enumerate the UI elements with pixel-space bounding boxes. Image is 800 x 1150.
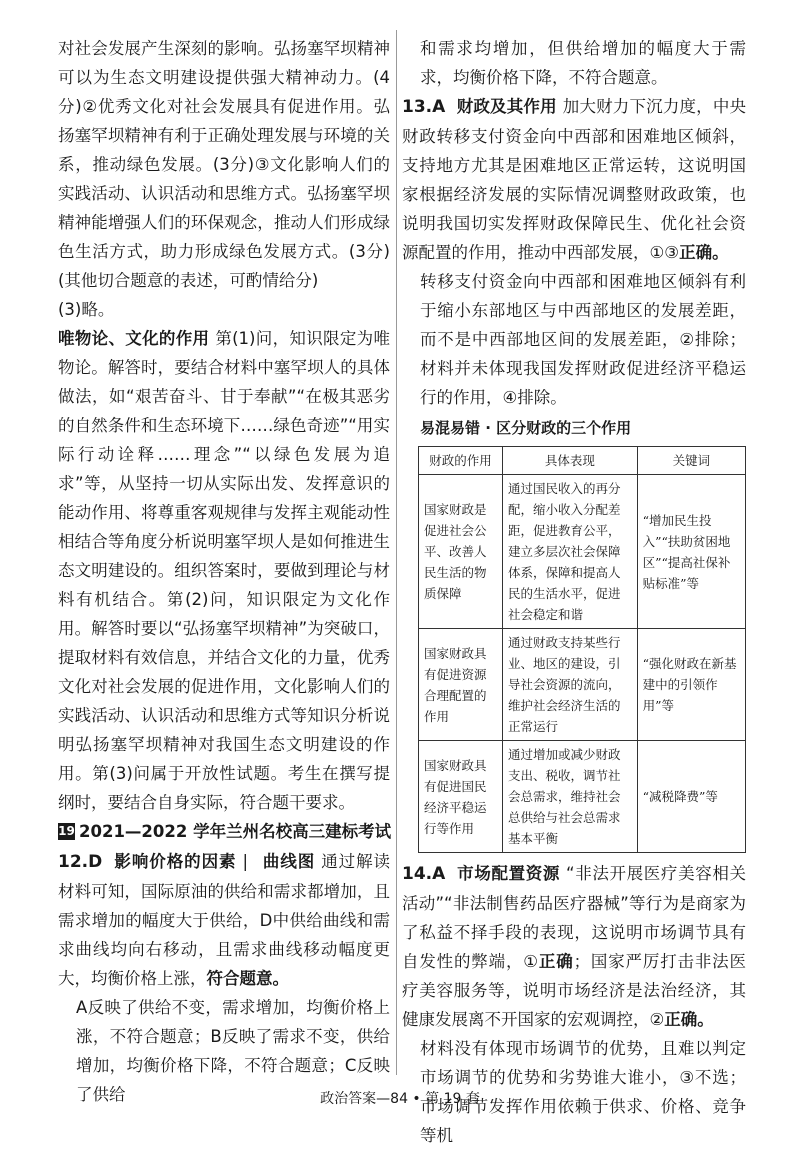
question-tag: 曲线图 <box>262 852 316 871</box>
question-tag: 影响价格的因素 <box>114 852 237 871</box>
left-column <box>58 34 390 1109</box>
section-title: 2021—2022 学年兰州名校高三建标考试 <box>79 822 392 841</box>
table-header: 关键词 <box>637 447 745 475</box>
section-heading <box>58 817 390 847</box>
question-tag: 市场配置资源 <box>457 864 561 883</box>
table-cell: 国家财政是促进社会公平、改善人民生活的物质保障 <box>419 475 503 629</box>
question-tag: 财政及其作用 <box>456 97 557 116</box>
table-cell: “增加民生投入”“扶助贫困地区”“提高社保补贴标准”等 <box>637 475 745 629</box>
question-13-exclusions: 转移支付资金向中西部和困难地区倾斜有利于缩小东部地区与中西部地区的发展差距，而不是中西部地区间的发展差距，②排除；材料并未体现我国发挥财政促进经济平稳运行的作用，④排除。 <box>420 272 746 407</box>
table-row <box>419 741 746 853</box>
table-cell: 国家财政具有促进资源合理配置的作用 <box>419 629 503 741</box>
question-conclusion: 正确 <box>538 952 574 971</box>
table-cell: 通过财政支持某些行业、地区的建设，引导社会资源的流向，维护社会经济生活的正常运行 <box>503 629 638 741</box>
question-explanation: 通过解读材料可知，国际原油的供给和需求都增加，且需求增加的幅度大于供给，D中供给曲线和需求曲线均向右移动，且需求曲线移动幅度更大，均衡价格上涨， <box>58 852 391 988</box>
question-14 <box>402 859 746 1034</box>
question-number: 12.D <box>58 852 103 872</box>
question-conclusion: 正确。 <box>679 243 729 262</box>
question-explanation: ；国家严厉打击非法医疗美容服务等，说明市场经济是法治经济，其健康发展离不开国家的宏观调控，② <box>402 952 747 1029</box>
tip-heading: 易混易错 · 区分财政的三个作用 <box>420 419 632 437</box>
table-cell: “强化财政在新基建中的引领作用”等 <box>637 629 745 741</box>
answer-paragraph-short: (3)略。 <box>58 300 115 319</box>
table-cell: “减税降费”等 <box>637 741 745 853</box>
analysis-paragraph <box>58 324 390 817</box>
question-number: 13.A <box>402 97 446 117</box>
question-12-options: A反映了供给不变，需求增加，均衡价格上涨，不符合题意；B反映了需求不变，供给增加，均衡价格下降，不符合题意；C反映了供给 <box>76 998 390 1104</box>
table-cell: 通过国民收入的再分配，缩小收入分配差距，促进教育公平，建立多层次社会保障体系，保障和提高人民的生活水平，促进社会稳定和谐 <box>503 475 638 629</box>
question-conclusion: 符合题意。 <box>206 969 289 988</box>
question-number: 14.A <box>402 864 446 884</box>
analysis-text: 第(1)问，知识限定为唯物论。解答时，要结合材料中塞罕坝人的具体做法，如“艰苦奋斗、甘于奉献”“在极其恶劣的自然条件和生态环境下……绿色奇迹”“用实际行动诠释……理念”“以绿色发展为追求”等，从坚持一切从实际出发、发挥意识的能动作用、将尊重客观规律与发挥主观能动性相结合等角度分析说明塞罕坝人是如何推进生态文明建设的。组织答案时，要做到理论与材料有机结合。第(2)问，知识限定为文化作用。解答时要以“弘扬塞罕坝精神”为突破口，提取材料有效信息，并结合文化的力量，优秀文化对社会发展的促进作用，文化影响人们的实践活动、认识活动和思维方式等知识分析说明弘扬塞罕坝精神对我国生态文明建设的作用。第(3)问属于开放性试题。考生在撰写提纲时，要结合自身实际，符合题干要求。 <box>58 329 390 812</box>
separator: | <box>242 852 248 871</box>
page-footer: 政治答案—84 • 第 19 套 <box>320 1091 480 1107</box>
table-cell: 国家财政具有促进国民经济平稳运行等作用 <box>419 741 503 853</box>
section-number-badge: 19 <box>58 824 75 838</box>
question-12 <box>58 847 390 993</box>
question-explanation: 加大财力下沉力度，中央财政转移支付资金向中西部和困难地区倾斜，支持地方尤其是困难地区正常运转，这说明国家根据经济发展的实际情况调整财政政策，也说明我国切实发挥财政保障民生、优化社会资源配置的作用，推动中西部发展，①③ <box>402 97 747 262</box>
table-header: 财政的作用 <box>419 447 503 475</box>
table-header-row <box>419 447 746 475</box>
table-row <box>419 475 746 629</box>
table-cell: 通过增加或减少财政支出、税收，调节社会总需求，维持社会总供给与社会总需求基本平衡 <box>503 741 638 853</box>
question-conclusion: 正确。 <box>664 1010 714 1029</box>
question-13 <box>402 92 746 267</box>
table-row <box>419 629 746 741</box>
question-14-exclusions: 材料没有体现市场调节的优势，且难以判定市场调节的优势和劣势谁大谁小，③不选；市场调节发挥作用依赖于供求、价格、竞争等机 <box>420 1039 746 1145</box>
finance-roles-table <box>418 446 746 853</box>
column-divider <box>396 30 397 1075</box>
continued-paragraph: 和需求均增加，但供给增加的幅度大于需求，均衡价格下降，不符合题意。 <box>420 39 746 87</box>
table-header: 具体表现 <box>503 447 638 475</box>
question-explanation: “非法开展医疗美容相关活动”“非法制售药品医疗器械”等行为是商家为了私益不择手段的表现，这说明市场调节具有自发性的弊端，① <box>402 864 746 971</box>
answer-paragraph: 对社会发展产生深刻的影响。弘扬塞罕坝精神可以为生态文明建设提供强大精神动力。(4分)②优秀文化对社会发展具有促进作用。弘扬塞罕坝精神有利于正确处理发展与环境的关系，推动绿色发展。(3分)③文化影响人们的实践活动、认识活动和思维方式。弘扬塞罕坝精神能增强人们的环保观念，推动人们形成绿色生活方式，助力形成绿色发展方式。(3分)(其他切合题意的表述，可酌情给分) <box>58 39 390 290</box>
right-column <box>402 34 746 1150</box>
analysis-tag: 唯物论、文化的作用 <box>58 329 210 348</box>
